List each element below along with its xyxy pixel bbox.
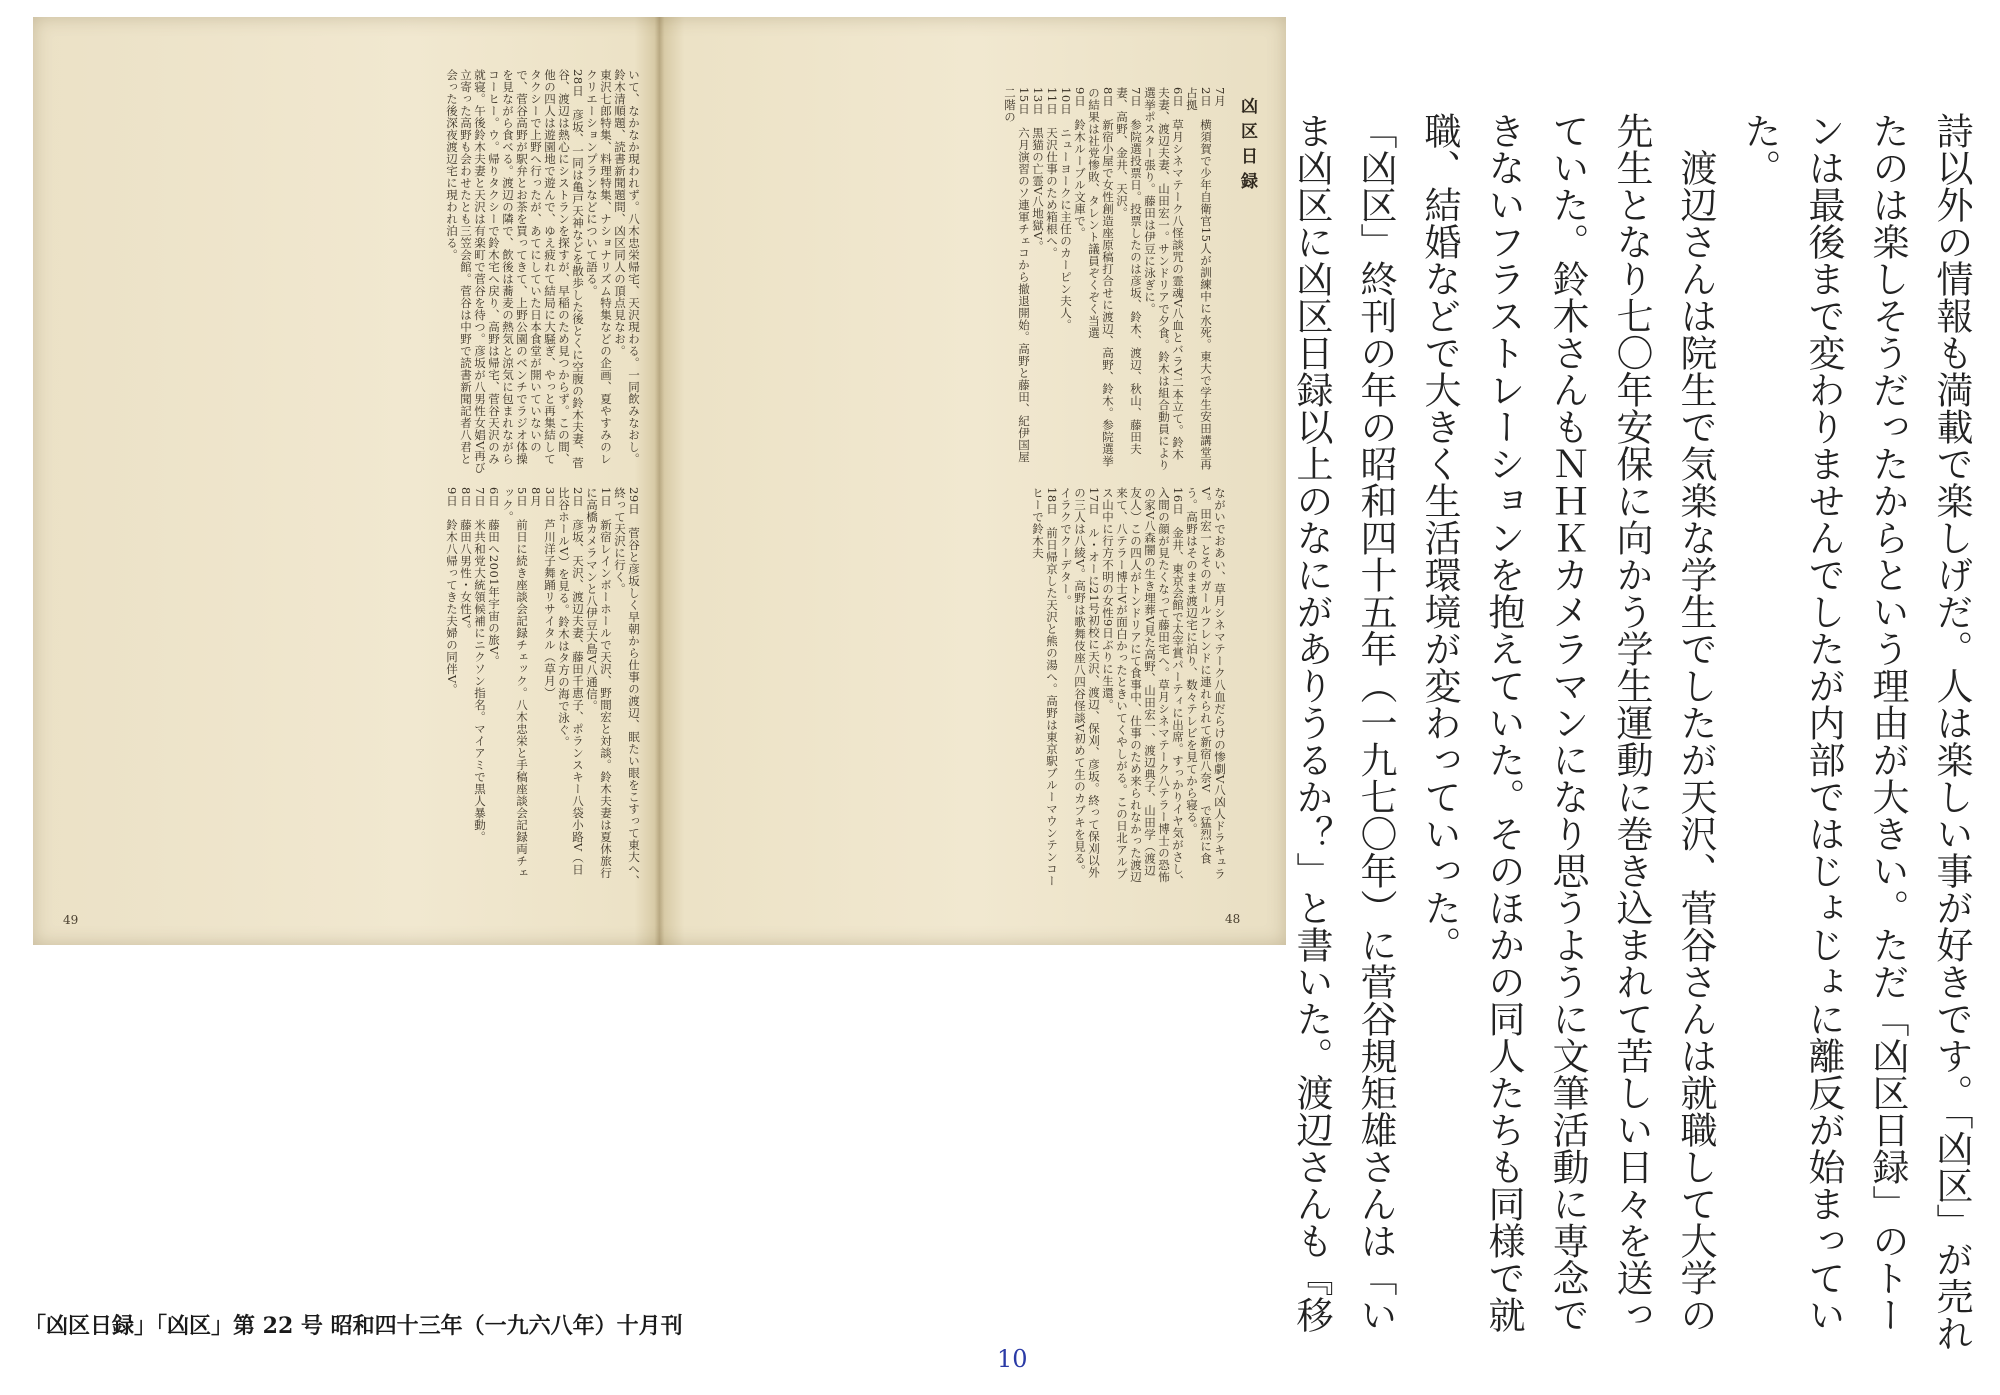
scan-line: 11日 天沢仕事のため箱根へ。 [1045,87,1059,259]
scan-left-page [33,17,659,945]
scan-line: 10日 ニューヨークに主任のカーピン夫人。 [1059,87,1073,331]
scan-line: 東沢七郎特集、料理特集、ナショナリズム特集などの企画、夏やすみのレクリエーションプランなどについて語る。 [585,69,613,465]
scan-line: 9日 鈴木八帰ってきた夫婦の同伴V。 [445,487,459,696]
scan-line: 1日 新宿レインボーホールで天沢、野間宏と対談。鈴木夫妻は夏休旅行に高橋カメラマンと八伊豆大島V八通信。 [585,487,613,879]
magazine-scan [33,17,1286,945]
scan-line: 7日 参院選投票日。投票したのは彦坂、鈴木、渡辺、秋山、藤田夫妻、高野、金井、天沢。 [1115,87,1143,455]
scan-right-page [660,17,1286,945]
scan-column-heading: 凶区日録 [1237,97,1257,197]
scan-line: 15日 六月演習のソ連軍チェコから撤退開始。高野と藤田、紀伊国屋二階の [1003,87,1031,463]
essay-paragraph: 詩以外の情報も満載で楽しげだ。人は楽しい事が好きです。「凶区」が売れたのは楽しそうだったからという理由が大きい。ただ「凶区日録」のトーンは最後まで変わりませんでしたが内部ではじょじょに離反が始まっていた。 [1738,112,1973,1352]
scan-line: 2日 横須賀で少年自衛官15人が訓練中に水死。東大で学生安田講堂再占拠 [1185,87,1213,471]
scan-line: 2日 彦坂、天沢、渡辺夫妻、藤田千恵子、ポランスキー八袋小路V（日比谷ホールV）を見る。鈴木はタ方の海で泳ぐ。 [557,487,585,876]
scan-line: 9日 鈴木ルーブル文庫で。 [1073,87,1087,239]
scan-line: 5日 前日に続き座談会記録チェック。八木忠栄と手稿座談会記録両チェック。 [501,487,529,879]
scan-right-upper-text [682,87,1227,472]
scan-line: 8日 藤田八男性・女性V。 [459,487,473,636]
scan-line: 29日 菅谷と彦坂しく早朝から仕事の渡辺、眠たい眼をこすって東大へ、終って天沢に行く。 [613,487,641,887]
scan-right-page-number: 48 [1225,912,1241,926]
scan-line: 8日 新宿小屋で女性創造座原稿打合せに渡辺、高野、鈴木。参院選挙の結果は社党惨敗、タレント議員ぞくぞく当選 [1087,87,1115,467]
scan-line: 18日 前日帰京した天沢と熊の湯へ。高野は東京駅ブルーマウンテンコーヒーで鈴木夫 [1031,487,1059,887]
scan-left-lower-text [69,487,641,887]
scan-line: 3日 芦川洋子舞踊リサイタル（草月） [543,487,557,699]
scan-line: 8月 [529,487,543,507]
scan-line: 16日 金井、東京会館で太宰賞パーティに出席。すっかりイヤ気がさし、入間の顔が見たくなって藤田宅へ。草月シネマテーク八テラー博士の恐怖の家V八森闇の生き埋葬V見た高野、山田宏一、渡辺典子、山田学（渡辺友人）この四人がトンドリアにて食事中、仕事のため来られなかった渡辺来て、八テラー博士Vが面白かったときいてくやしがる。この日北アルプス山中に行方不明の女性9日ぶりに生還。 [1101,487,1185,887]
scan-line: 7月 [1213,87,1227,107]
essay-paragraph: 「凶区」終刊の年の昭和四十五年（一九七〇年）に菅谷規矩雄さんは「いま凶区に凶区日録以上のなにがありうるか？」と書いた。渡辺さんも『移 [1290,112,1397,1333]
figure-caption: 「凶区日録」「凶区」第 22 号 昭和四十三年（一九六八年）十月刊 [24,1313,683,1339]
essay-text [1290,112,1983,1352]
scan-line: 17日 ル・オーに21号初校に天沢、渡辺、保刈、彦坂。終って保刈以外の三人は八綾V。高野は歌舞伎座八四谷怪談V初めて生のカブキを見る。イラクでクーデター。 [1059,487,1101,879]
scan-left-upper-text [69,69,641,474]
scan-line: 6日 草月シネマテーク八怪談咒の霊魂V八血とバラV二本立て。鈴木夫妻、渡辺夫妻、山田宏一。サンドリアで夕食。鈴木は組合動員により選挙ポスター張り。藤田は伊豆に泳ぎに。 [1143,87,1185,471]
scan-line: 28日 彦坂、一同は亀戸天神などを散歩した後とくに空腹の鈴木夫妻、菅谷、渡辺は熱心にシストランを探すが、早稲のため見つからず。この間、他の四人は遊園地で遊んで、ゆえ疲れて結局に大騒ぎ、やっと再集結してタクシーで上野へ行ったが、あてにしていた日本食堂が開いていないので、菅谷高野が駅弁とお茶を買ってきて、上野公園のベンチでラジオ体操を見ながら食べる。渡辺の隣で、飲後は蕎麦の熱気と涼気に包まれながらコーヒー。ウ。帰りタクシーで鈴木宅へ戻り、高野は帰宅、菅谷天沢のみ就寝。午後鈴木夫妻と天沢は有楽町で菅谷を待つ。彦坂が八男性女娼V再び立寄った高野も会わせたとも三笠会館。菅谷は中野で読書新聞記者八君と会った後深夜渡辺宅に現われ泊る。 [445,69,585,474]
scan-line: 7日 米共和党大統領候補にニクソン指名。マイアミで黒人暴動。 [473,487,487,843]
scan-left-page-number: 49 [63,913,79,927]
scan-line: 13日 黒猫の亡霊V八地獄V。 [1031,87,1045,253]
scan-right-lower-text [682,487,1227,887]
scan-line: いて、なかなか現われず。八木忠栄帰宅、天沢現わる。一同飲みなおし。鈴木清順題、読書新聞題問、凶区同人の頂点見なお。 [613,69,641,465]
scan-line: ながいでおあい、草月シネマテーク八血だらけの惨劇V八凶人ドラキュラV。田宏一とそのガールフレンドに連れられて新宿八奈V で猛烈に食う。高野はそのまま渡辺宅に泊り、数々テレビを見てから寝る。 [1185,487,1227,880]
page-number: 10 [997,1345,1028,1373]
scan-line: 6日 藤田へ2001年宇宙の旅V。 [487,487,501,667]
essay-paragraph: 渡辺さんは院生で気楽な学生でしたが天沢、菅谷さんは就職して大学の先生となり七〇年安保に向かう学生運動に巻き込まれて苦しい日々を送っていた。鈴木さんもＮＨＫカメラマンになり思うように文筆活動に専念できないフラストレーションを抱えていた。そのほかの同人たちも同様で就職、結婚などで大きく生活環境が変わっていった。 [1418,112,1717,1333]
